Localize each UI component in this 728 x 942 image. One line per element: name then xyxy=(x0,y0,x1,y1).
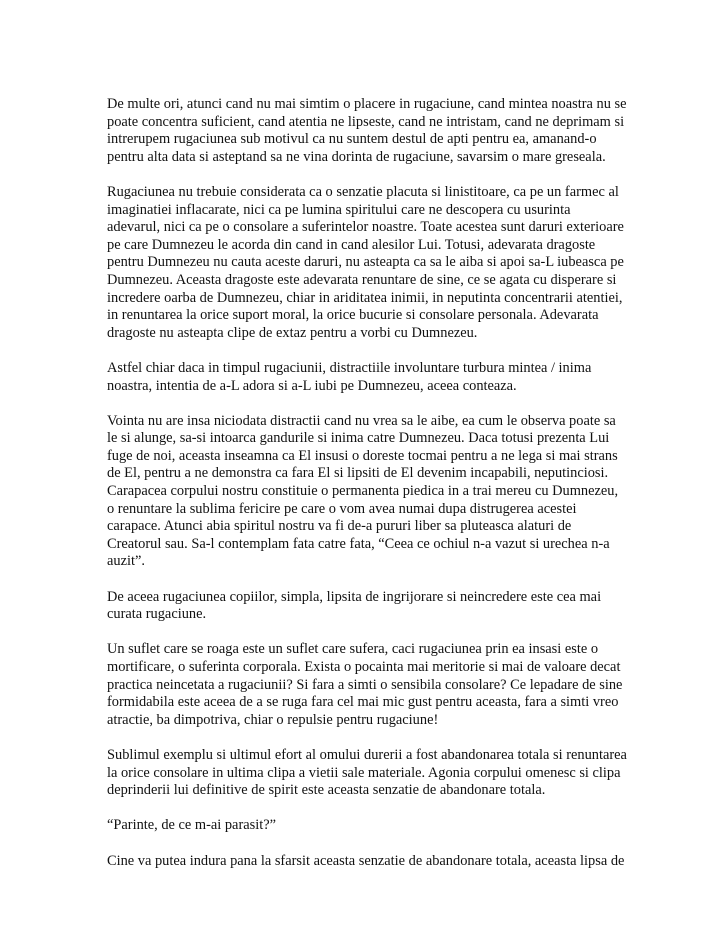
paragraph-2: Rugaciunea nu trebuie considerata ca o senzatie placuta si linistitoare, ca pe un farmec al imaginatiei inflacarate, nici ca pe lumina spiritului care ne descopera cu usurinta adevarul, nici ca pe o consolare a suferintelor noastre. Toate acestea sunt daruri exterioare pe care Dumnezeu le acorda din cand in cand alesilor Lui. Totusi, adevarata dragoste pentru Dumnezeu nu cauta aceste daruri, nu asteapta ca sa le aiba si apoi sa-L iubeasca pe Dumnezeu. Aceasta dragoste este adevarata renuntare de sine, ce se agata cu disperare si incredere oarba de Dumnezeu, chiar in ariditatea inimii, in neputinta concentrarii atentiei, in renuntarea la orice suport moral, la orice bucurie si consolare personala. Adevarata dragoste nu asteapta clipe de extaz pentru a vorbi cu Dumnezeu. xyxy=(107,183,624,341)
paragraph-6: Un suflet care se roaga este un suflet care sufera, caci rugaciunea prin ea insasi este o mortificare, o suferinta corporala. Exista o pocainta mai meritorie si mai de valoare decat practica neincetata a rugaciunii? Si fara a simti o sensibila consolare? Ce lepadare de sine formidabila este aceea de a se ruga fara cel mai mic gust pentru aceasta, fara a simti vreo atractie, ba dimpotriva, chiar o repulsie pentru rugaciune! xyxy=(107,641,623,728)
paragraph-3: Astfel chiar daca in timpul rugaciunii, distractiile involuntare turbura mintea / inima noastra, intentia de a-L adora si a-L iubi pe Dumnezeu, aceea conteaza. xyxy=(107,359,592,394)
paragraph-4: Vointa nu are insa niciodata distractii cand nu vrea sa le aibe, ea cum le observa poate sa le si alunge, sa-si intoarca gandurile si inima catre Dumnezeu. Daca totusi prezenta Lui fuge de noi, aceasta inseamna ca El insusi o doreste tocmai pentru a ne lega si mai strans de El, pentru a ne demonstra ca fara El si lipsiti de El devenim incapabili, neputinciosi. Carapacea corpului nostru constituie o permanenta piedica in a trai mereu cu Dumnezeu, o renuntare la sublima fericire pe care o vom avea numai dupa distrugerea acestei carapace. Atunci abia spiritul nostru va fi de-a pururi liber sa pluteasca alaturi de Creatorul sau. Sa-l contemplam fata catre fata, “Ceea ce ochiul n-a vazut si urechea n-a auzit”. xyxy=(107,412,619,570)
paragraph-9: Cine va putea indura pana la sfarsit aceasta senzatie de abandonare totala, aceasta lipsa de xyxy=(107,852,625,869)
document-body xyxy=(107,96,627,888)
paragraph-8: “Parinte, de ce m-ai parasit?” xyxy=(107,817,276,834)
paragraph-5: De aceea rugaciunea copiilor, simpla, lipsita de ingrijorare si neincredere este cea mai curata rugaciune. xyxy=(107,588,602,623)
paragraph-7: Sublimul exemplu si ultimul efort al omului durerii a fost abandonarea totala si renuntarea la orice consolare in ultima clipa a vietii sale materiale. Agonia corpului omenesc si clipa deprinderii lui definitive de spirit este aceasta senzatie de abandonare totala. xyxy=(107,746,627,799)
paragraph-1: De multe ori, atunci cand nu mai simtim o placere in rugaciune, cand mintea noastra nu se poate concentra suficient, cand atentia ne lipseste, cand ne intristam, cand ne deprimam si intrerupem rugaciunea sub motivul ca nu suntem destul de apti pentru ea, amanand-o pentru alta data si asteptand sa ne vina dorinta de rugaciune, savarsim o mare greseala. xyxy=(107,96,627,165)
